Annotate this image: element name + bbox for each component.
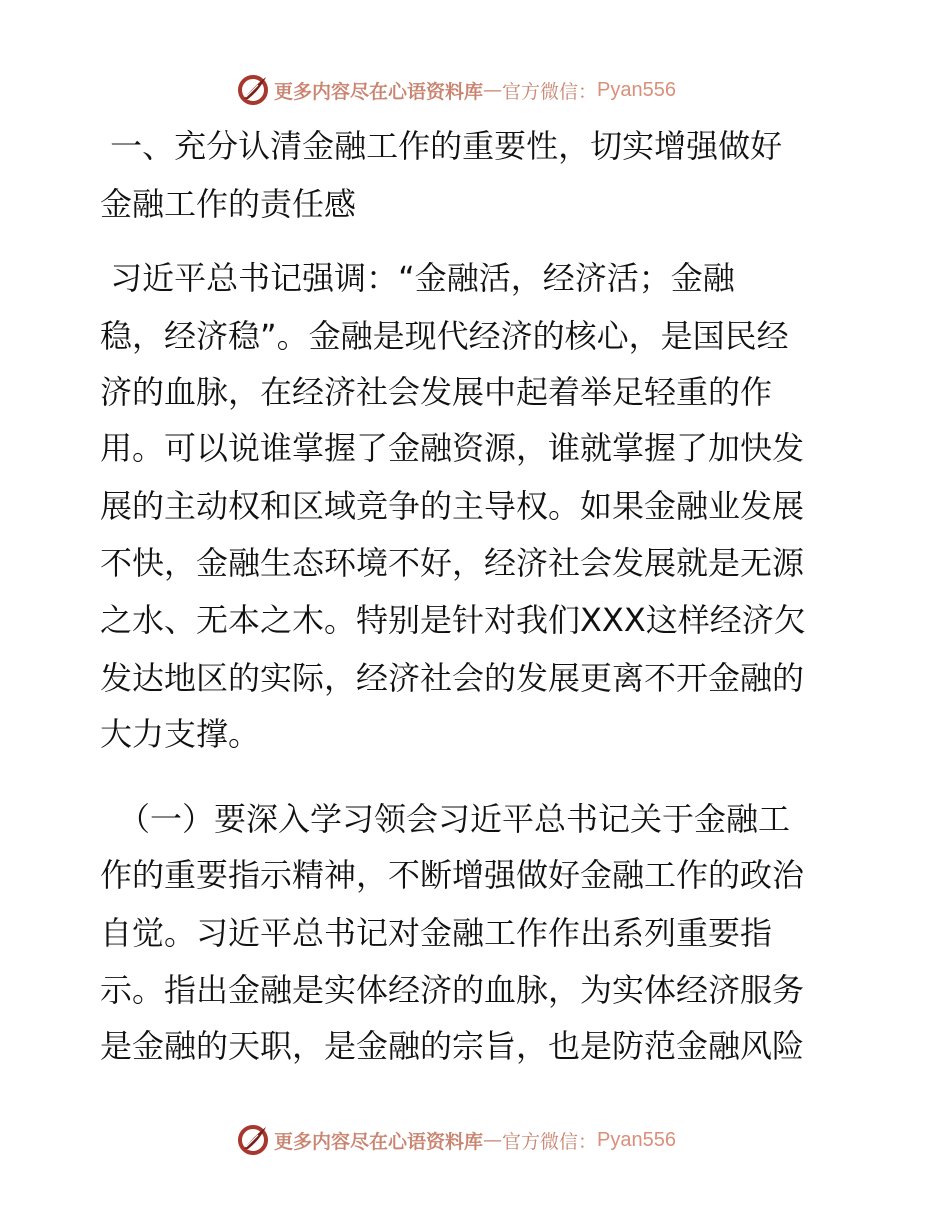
subheading-line: （一）要深入学习领会习近平总书记关于金融工 <box>118 800 791 838</box>
paragraph-line: 发达地区的实际，经济社会的发展更离不开金融的 <box>100 659 805 697</box>
banner-contact-id: Pyan556 <box>597 1128 676 1151</box>
paragraph-line: 大力支撑。 <box>100 715 261 753</box>
paragraph-line: 作的重要指示精神，不断增强做好金融工作的政治 <box>100 856 805 894</box>
paragraph-line: 自觉。习近平总书记对金融工作作出系列重要指 <box>100 914 773 952</box>
paragraph-line: 示。指出金融是实体经济的血脉，为实体经济服务 <box>100 971 805 1009</box>
paragraph-line: 之水、无本之木。特别是针对我们XXX这样经济欠 <box>100 601 806 639</box>
banner-contact-id: Pyan556 <box>597 78 676 101</box>
footer-watermark-banner <box>0 1120 950 1160</box>
paragraph-line: 展的主动权和区域竞争的主导权。如果金融业发展 <box>100 487 805 525</box>
header-watermark-banner <box>0 70 950 110</box>
banner-contact-label: 官方微信： <box>502 80 598 103</box>
banner-contact-label: 官方微信： <box>502 1130 598 1153</box>
heading-line-1: 一、充分认清金融工作的重要性，切实增强做好 <box>100 127 783 165</box>
quill-pen-logo-icon <box>236 73 270 107</box>
paragraph-line: 不快，金融生态环境不好，经济社会发展就是无源 <box>100 544 805 582</box>
banner-separator: — <box>483 79 503 101</box>
heading-line-2: 金融工作的责任感 <box>100 185 357 223</box>
paragraph-line: 是金融的天职，是金融的宗旨，也是防范金融风险 <box>100 1027 805 1065</box>
banner-separator: — <box>483 1129 503 1151</box>
paragraph-line: 稳，经济稳”。金融是现代经济的核心，是国民经 <box>100 317 789 355</box>
banner-slogan: 更多内容尽在心语资料库 <box>274 80 484 103</box>
paragraph-line: 济的血脉，在经济社会发展中起着举足轻重的作 <box>100 373 773 411</box>
quill-pen-logo-icon <box>236 1123 270 1157</box>
paragraph-line: 习近平总书记强调：“金融活，经济活；金融 <box>100 259 735 297</box>
paragraph-line: 用。可以说谁掌握了金融资源，谁就掌握了加快发 <box>100 429 805 467</box>
banner-slogan: 更多内容尽在心语资料库 <box>274 1130 484 1153</box>
